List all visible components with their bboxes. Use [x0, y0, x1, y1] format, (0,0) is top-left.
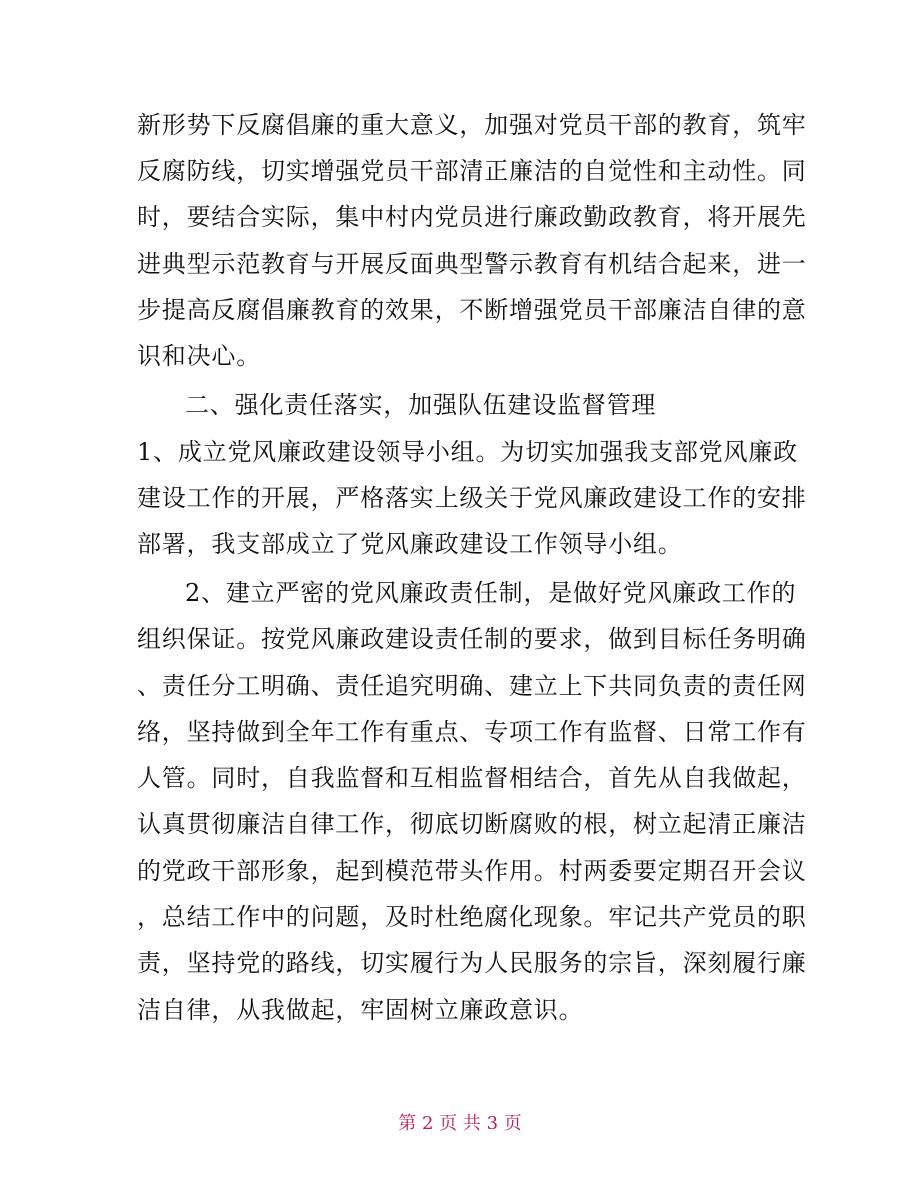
body-text-line: 识和决心。 [137, 342, 261, 370]
body-text-line: 组织保证。按党风廉政建设责任制的要求，做到目标任务明确 [137, 625, 807, 653]
section-heading: 二、强化责任落实，加强队伍建设监督管理 [185, 391, 657, 419]
page-footer [0, 1112, 920, 1136]
body-text-line: 人管。同时，自我监督和互相监督相结合，首先从自我做起， [137, 764, 807, 792]
body-text-line: 反腐防线，切实增强党员干部清正廉洁的自觉性和主动性。同 [137, 157, 807, 185]
body-text-line: 进典型示范教育与开展反面典型警示教育有机结合起来，进一 [137, 250, 807, 278]
body-text-line: 步提高反腐倡廉教育的效果，不断增强党员干部廉洁自律的意 [137, 296, 807, 324]
body-text-line: 责，坚持党的路线，切实履行为人民服务的宗旨，深刻履行廉 [137, 949, 807, 977]
page-number: 第 2 页 共 3 页 [398, 1113, 522, 1134]
body-text-line: 建设工作的开展，严格落实上级关于党风廉政建设工作的安排 [137, 484, 807, 512]
body-text-line: 新形势下反腐倡廉的重大意义，加强对党员干部的教育，筑牢 [137, 111, 807, 139]
body-text-line: 的党政干部形象，起到模范带头作用。村两委要定期召开会议 [137, 857, 807, 885]
body-text-line: 络，坚持做到全年工作有重点、专项工作有监督、日常工作有 [137, 718, 807, 746]
body-text-line: 认真贯彻廉洁自律工作，彻底切断腐败的根，树立起清正廉洁 [137, 810, 807, 838]
body-text-line: ，总结工作中的问题，及时杜绝腐化现象。牢记共产党员的职 [137, 903, 807, 931]
body-text-line: 、责任分工明确、责任追究明确、建立上下共同负责的责任网 [137, 672, 807, 700]
body-text-line: 时，要结合实际，集中村内党员进行廉政勤政教育，将开展先 [137, 203, 807, 231]
body-text-line: 洁自律，从我做起，牢固树立廉政意识。 [137, 996, 584, 1024]
body-text-line: 2、建立严密的党风廉政责任制，是做好党风廉政工作的 [185, 579, 797, 607]
body-text-line: 部署，我支部成立了党风廉政建设工作领导小组。 [137, 530, 683, 558]
body-text-line: 1、成立党风廉政建设领导小组。为切实加强我支部党风廉政 [137, 438, 798, 466]
